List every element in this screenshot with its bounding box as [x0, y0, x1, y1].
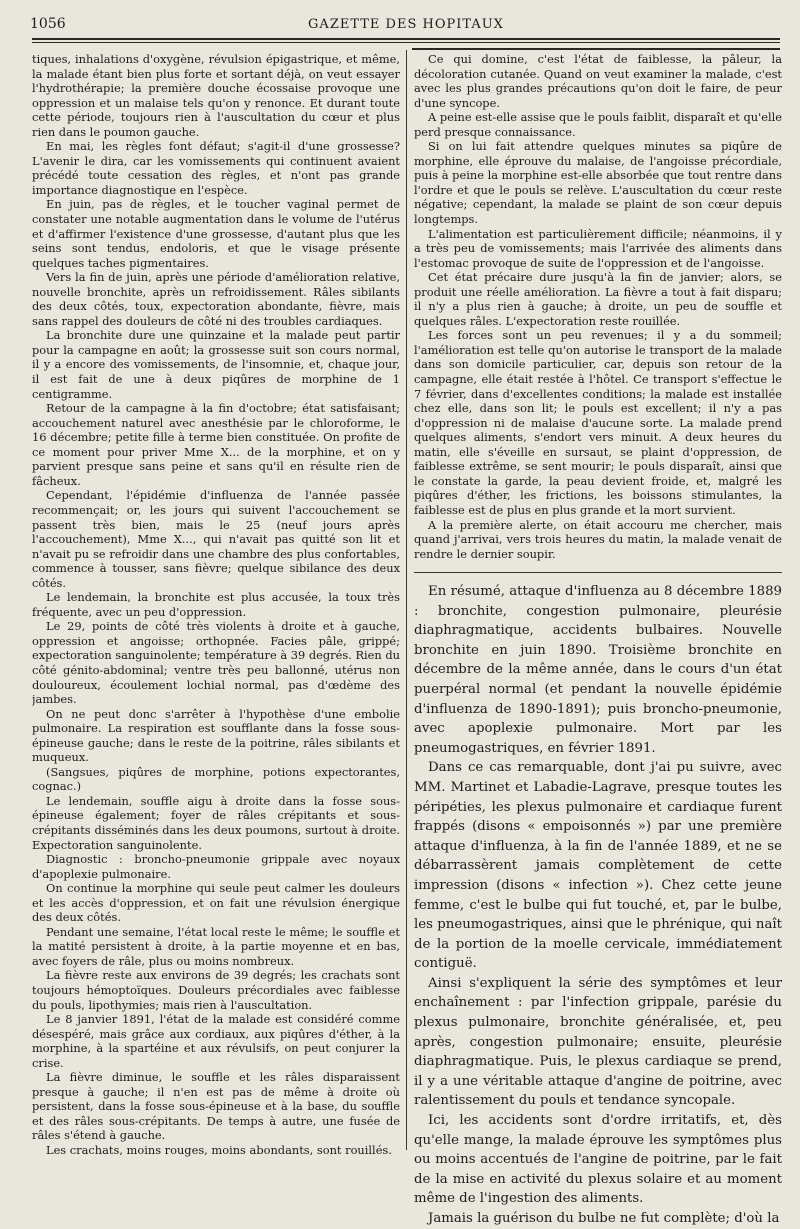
left-column — [32, 52, 400, 1158]
paragraph: Les crachats, moins rouges, moins abondants, sont rouillés. — [46, 1143, 392, 1158]
paragraph: (Sangsues, piqûres de morphine, potions expectorantes, cognac.) — [32, 764, 400, 794]
right-column-top-rule — [412, 48, 780, 50]
column-divider — [406, 50, 407, 1150]
paragraph: Les forces sont un peu revenues; il y a du sommeil; l'amélioration est telle qu'on autorise le transport de la malade dans son domicile particulier, car, depuis son retour de la campagne, elle était restée à l'hôtel. Ce transport s'effectue le 7 février, dans d'excellentes conditions; la malade est installée chez elle, dans son lit; le pouls est excellent; il n'y a pas d'oppression ni de malaise d'aucune sorte. La malade prend quelques aliments, s'endort vers minuit. A deux heures du matin, elle s'éveille en sursaut, se plaint d'oppression, de faiblesse extrême, se sent mourir; le pouls disparaît, ainsi que le constate la garde, la peau devient froide, et, malgré les piqûres d'éther, les frictions, les boissons stimulantes, la faiblesse est de plus en plus grande et la mort survient. — [414, 328, 782, 517]
paragraph: Retour de la campagne à la fin d'octobre; état satisfaisant; accouchement naturel avec anesthésie par le chloroforme, le 16 décembre; petite fille à terme bien constituée. On profite de ce moment pour priver Mme X... de la morphine, et on y parvient presque sans peine et sans qu'il en résulte rien de fâcheux. — [32, 401, 400, 488]
header-rule-thin — [32, 42, 780, 43]
page-header — [30, 14, 782, 36]
paragraph: Dans ce cas remarquable, dont j'ai pu suivre, avec MM. Martinet et Labadie-Lagrave, presque toutes les péripéties, les plexus pulmonaire et cardiaque furent frappés (disons « empoisonnés ») par une première attaque d'influenza, à la fin de l'année 1889, et ne se débarrassèrent jamais complètement de cette impression (disons « infection »). Chez cette jeune femme, c'est le bulbe qui fut touché, et, par le bulbe, les pneumogastriques, ainsi que le phrénique, qui naît de la portion de la moelle cervicale, immédiatement contiguë. — [414, 760, 782, 972]
paragraph: On continue la morphine qui seule peut calmer les douleurs et les accès d'oppression, et on fait une révulsion énergique des deux côtés. — [32, 881, 400, 925]
paragraph: En résumé, attaque d'influenza au 8 décembre 1889 : bronchite, congestion pulmonaire, pleurésie diaphragmatique, accidents bulbaires. Nouvelle bronchite en juin 1890. Troisième bronchite en décembre de la même année, dans le cours d'un état puerpéral normal (et pendant la nouvelle épidémie d'influenza de 1890-1891); puis broncho-pneumonie, avec apoplexie pulmonaire. Mort par les pneumogastriques, en février 1891. — [414, 584, 782, 756]
page-number: 1056 — [30, 16, 66, 32]
paragraph: Diagnostic : broncho-pneumonie grippale avec noyaux d'apoplexie pulmonaire. — [32, 852, 400, 881]
paragraph: Ce qui domine, c'est l'état de faiblesse, la pâleur, la décoloration cutanée. Quand on veut examiner la malade, c'est avec les plus grandes précautions qu'on doit le faire, de peur d'une syncope. — [414, 52, 782, 110]
right-column-top — [414, 52, 782, 561]
paragraph: Si on lui fait attendre quelques minutes sa piqûre de morphine, elle éprouve du malaise, de l'angoisse précordiale, puis à peine la morphine est-elle absorbée que tout rentre dans l'ordre et que le pouls se relève. L'auscultation du cœur reste négative; cependant, la malade se plaint de son cœur depuis longtemps. — [414, 139, 782, 227]
paragraph: tiques, inhalations d'oxygène, révulsion épigastrique, et même, la malade étant bien plus forte et sortant déjà, on veut essayer l'hydrothérapie; la première douche écossaise provoque une oppression et un malaise tels qu'on y renonce. Et durant toute cette période, toujours rien à l'auscultation du cœur et plus rien dans le poumon gauche. — [32, 52, 400, 139]
header-rule-thick — [32, 38, 780, 40]
paragraph: Vers la fin de juin, après une période d'amélioration relative, nouvelle bronchite, après un refroidissement. Râles sibilants des deux côtés, toux, expectoration abondante, fièvre, mais sans rappel des douleurs de côté ni des troubles cardiaques. — [32, 270, 400, 328]
paragraph: Le lendemain, la bronchite est plus accusée, la toux très fréquente, avec un peu d'oppression. — [32, 590, 400, 619]
paragraph: La bronchite dure une quinzaine et la malade peut partir pour la campagne en août; la grossesse suit son cours normal, il y a encore des vomissements, de l'insomnie, et, chaque jour, il est fait de une à deux piqûres de morphine de 1 centigramme. — [32, 328, 400, 401]
paragraph: Cependant, l'épidémie d'influenza de l'année passée recommençait; or, les jours qui suivent l'accouchement se passent très bien, mais le 25 (neuf jours après l'accouchement), Mme X..., qui n'avait pas quitté son lit et n'avait pu se refroidir dans une chambre des plus confortables, commence à tousser, sans fièvre; quelque sibilance des deux côtés. — [32, 488, 400, 590]
paragraph: Jamais la guérison du bulbe ne fut complète; d'où la — [428, 1211, 780, 1226]
summary-rule — [414, 572, 782, 573]
paragraph: Le lendemain, souffle aigu à droite dans la fosse sous-épineuse également; foyer de râles crépitants et sous-crépitants disséminés dans les deux poumons, surtout à droite. Expectoration sanguinolente. — [32, 793, 400, 852]
paragraph: A la première alerte, on était accouru me chercher, mais quand j'arrivai, vers trois heures du matin, la malade venait de rendre le dernier soupir. — [414, 517, 782, 561]
paragraph: En juin, pas de règles, et le toucher vaginal permet de constater une notable augmentation dans le volume de l'utérus et d'affirmer l'existence d'une grossesse, d'autant plus que les seins sont tendus, endoloris, et que le visage présente quelques taches pigmentaires. — [32, 197, 400, 270]
paragraph: A peine est-elle assise que le pouls faiblit, disparaît et qu'elle perd presque connaissance. — [414, 110, 782, 139]
paragraph: La fièvre reste aux environs de 39 degrés; les crachats sont toujours hémoptoïques. Douleurs précordiales avec faiblesse du pouls, lipothymies; mais rien à l'auscultation. — [32, 968, 400, 1012]
paragraph: Ici, les accidents sont d'ordre irritatifs, et, dès qu'elle mange, la malade éprouve les symptômes plus ou moins accentués de l'angine de poitrine, par le fait de la mise en activité du plexus solaire et au moment même de l'ingestion des aliments. — [414, 1113, 782, 1207]
paragraph: On ne peut donc s'arrêter à l'hypothèse d'une embolie pulmonaire. La respiration est soufflante dans la fosse sous-épineuse gauche; dans le reste de la poitrine, râles sibilants et muqueux. — [32, 706, 400, 765]
paragraph: Ainsi s'expliquent la série des symptômes et leur enchaînement : par l'infection grippale, parésie du plexus pulmonaire, bronchite généralisée, et, peu après, congestion pulmonaire; ensuite, pleurésie diaphragmatique. Puis, le plexus cardiaque se prend, il y a une véritable attaque d'angine de poitrine, avec ralentissement du pouls et tendance syncopale. — [414, 975, 782, 1109]
right-column-summary — [414, 582, 782, 1229]
paragraph: L'alimentation est particulièrement difficile; néanmoins, il y a très peu de vomissements; mais l'arrivée des aliments dans l'estomac provoque de suite de l'oppression et de l'angoisse. — [414, 226, 782, 270]
paragraph: La fièvre diminue, le souffle et les râles disparaissent presque à gauche; il n'en est pas de même à droite où persistent, dans la fosse sous-épineuse et à la base, du souffle et des râles sous-crépitants. De temps à autre, une fusée de râles s'étend à gauche. — [32, 1070, 400, 1143]
paragraph: Le 8 janvier 1891, l'état de la malade est considéré comme désespéré, mais grâce aux cordiaux, aux piqûres d'éther, à la morphine, à la spartéine et aux révulsifs, on peut conjurer la crise. — [32, 1012, 400, 1070]
journal-title: GAZETTE DES HOPITAUX — [308, 17, 504, 32]
paragraph: Le 29, points de côté très violents à droite et à gauche, oppression et angoisse; orthopnée. Facies pâle, grippé; expectoration sanguinolente; température à 39 degrés. Rien du côté génito-abdominal; ventre très peu ballonné, utérus non douloureux, écoulement lochial normal, pas d'œdème des jambes. — [32, 619, 400, 707]
paragraph: Pendant une semaine, l'état local reste le même; le souffle et la matité persistent à droite, à la partie moyenne et en bas, avec foyers de râle, plus ou moins nombreux. — [32, 924, 400, 968]
paragraph: Cet état précaire dure jusqu'à la fin de janvier; alors, se produit une réelle amélioration. La fièvre a tout à fait disparu; il n'y a plus rien à gauche; à droite, un peu de souffle et quelques râles. L'expectoration reste rouillée. — [414, 270, 782, 328]
paragraph: En mai, les règles font défaut; s'agit-il d'une grossesse? L'avenir le dira, car les vomissements qui continuent avaient précédé toute cessation des règles, et n'ont pas grande importance diagnostique en l'espèce. — [32, 139, 400, 197]
